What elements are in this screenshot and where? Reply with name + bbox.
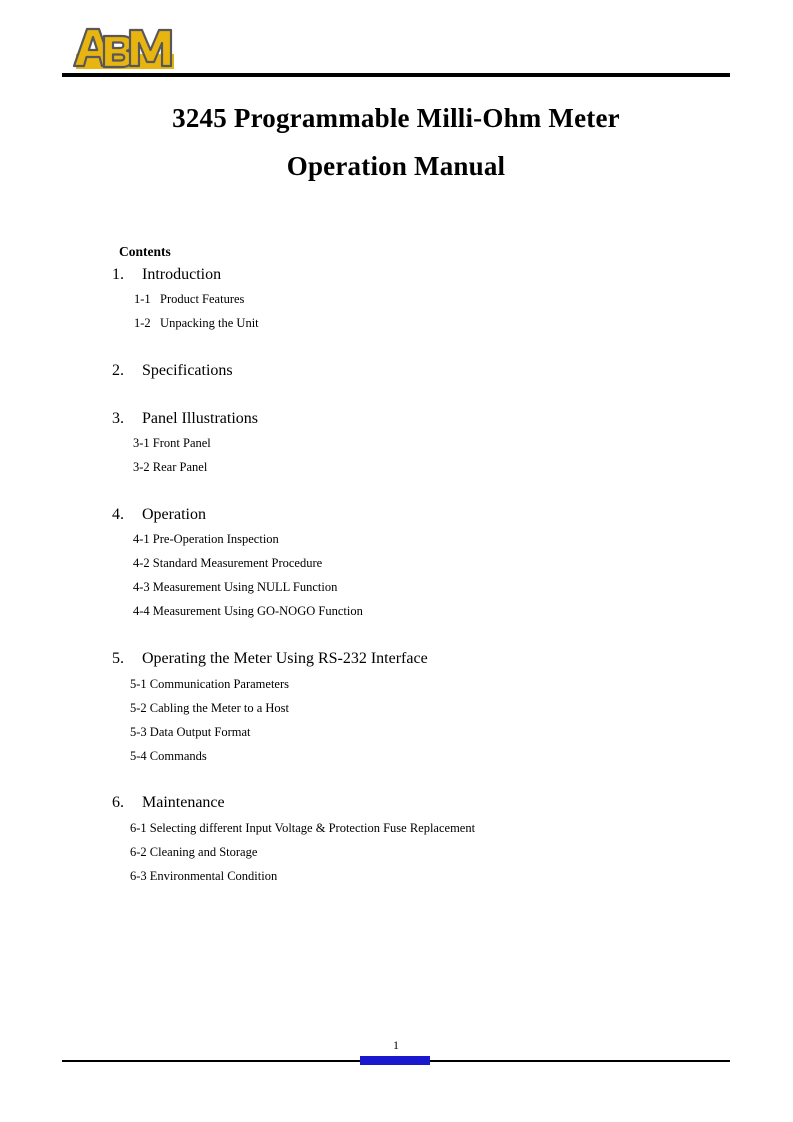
- abm-logo: [70, 24, 174, 72]
- toc-item-1-1[interactable]: [134, 292, 244, 307]
- contents-heading: Contents: [119, 244, 171, 259]
- toc-item-title: Selecting different Input Voltage & Protection Fuse Replacement: [149, 821, 476, 835]
- toc-item-title: Commands: [149, 749, 207, 763]
- header-divider: [62, 73, 730, 77]
- toc-item-6-2[interactable]: [130, 845, 257, 860]
- toc-section-3[interactable]: [112, 410, 258, 428]
- toc-item-title: Measurement Using NULL Function: [152, 580, 338, 594]
- toc-section-title: Operation: [142, 506, 206, 523]
- document-subtitle: Operation Manual: [286, 151, 506, 181]
- toc-item-number: 6-1: [130, 821, 147, 835]
- toc-section-title: Operating the Meter Using RS-232 Interface: [142, 650, 428, 667]
- toc-item-6-1[interactable]: [130, 821, 475, 836]
- page-header: [0, 0, 793, 90]
- toc-item-1-2[interactable]: [134, 316, 259, 331]
- toc-item-3-1[interactable]: [133, 436, 211, 451]
- toc-section-number: 6.: [112, 794, 124, 811]
- toc-item-number: 4-4: [133, 604, 150, 618]
- toc-item-title: Data Output Format: [149, 725, 251, 739]
- toc-item-number: 4-2: [133, 556, 150, 570]
- toc-item-5-3[interactable]: [130, 725, 250, 740]
- toc-item-number: 3-1: [133, 436, 150, 450]
- toc-section-6[interactable]: [112, 794, 225, 812]
- document-title: 3245 Programmable Milli-Ohm Meter: [172, 103, 620, 133]
- toc-section-1[interactable]: [112, 266, 221, 284]
- toc-section-number: 2.: [112, 362, 124, 379]
- toc-item-title: Cabling the Meter to a Host: [149, 701, 290, 715]
- toc-item-number: 5-3: [130, 725, 147, 739]
- toc-section-number: 5.: [112, 650, 124, 667]
- toc-item-title: Communication Parameters: [149, 677, 289, 691]
- toc-item-3-2[interactable]: [133, 460, 207, 475]
- toc-item-title: Rear Panel: [152, 460, 208, 474]
- toc-item-number: 4-1: [133, 532, 150, 546]
- toc-item-4-4[interactable]: [133, 604, 363, 619]
- toc-item-title: Product Features: [160, 292, 245, 306]
- toc-item-number: 4-3: [133, 580, 150, 594]
- toc-section-title: Specifications: [142, 362, 233, 379]
- toc-item-5-2[interactable]: [130, 701, 289, 716]
- toc-item-5-4[interactable]: [130, 749, 207, 764]
- toc-item-title: Front Panel: [152, 436, 211, 450]
- abm-logo-icon: [70, 24, 174, 72]
- toc-item-number: 1-2: [134, 316, 151, 330]
- toc-item-number: 5-4: [130, 749, 147, 763]
- toc-item-number: 6-3: [130, 869, 147, 883]
- toc-section-5[interactable]: [112, 650, 428, 668]
- toc-item-title: Standard Measurement Procedure: [152, 556, 323, 570]
- toc-section-title: Panel Illustrations: [142, 410, 258, 427]
- toc-item-title: Cleaning and Storage: [149, 845, 258, 859]
- toc-item-title: Unpacking the Unit: [160, 316, 259, 330]
- toc-item-number: 5-1: [130, 677, 147, 691]
- toc-item-number: 1-1: [134, 292, 151, 306]
- toc-item-4-3[interactable]: [133, 580, 337, 595]
- toc-item-number: 5-2: [130, 701, 147, 715]
- toc-item-title: Measurement Using GO-NOGO Function: [152, 604, 363, 618]
- toc-section-number: 1.: [112, 266, 124, 283]
- toc-section-4[interactable]: [112, 506, 206, 524]
- toc-section-number: 3.: [112, 410, 124, 427]
- toc-section-title: Introduction: [142, 266, 222, 283]
- toc-item-title: Environmental Condition: [149, 869, 278, 883]
- toc-item-number: 6-2: [130, 845, 147, 859]
- footer-accent-bar: [360, 1056, 430, 1065]
- toc-item-4-2[interactable]: [133, 556, 322, 571]
- toc-section-2[interactable]: [112, 362, 233, 380]
- page-number: 1: [393, 1038, 399, 1052]
- toc-section-title: Maintenance: [142, 794, 225, 811]
- toc-section-number: 4.: [112, 506, 124, 523]
- toc-item-5-1[interactable]: [130, 677, 289, 692]
- toc-item-title: Pre-Operation Inspection: [152, 532, 279, 546]
- toc-item-4-1[interactable]: [133, 532, 279, 547]
- toc-item-number: 3-2: [133, 460, 150, 474]
- toc-item-6-3[interactable]: [130, 869, 277, 884]
